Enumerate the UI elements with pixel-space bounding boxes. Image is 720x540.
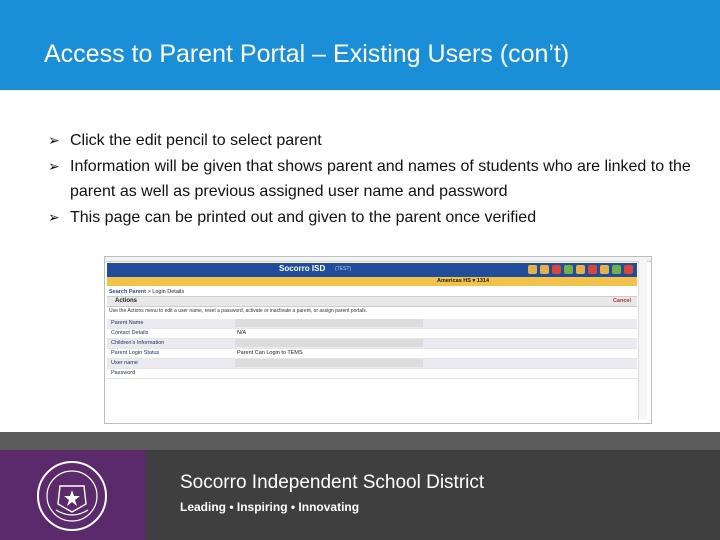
field-label: Contact Details [111,330,149,336]
slide-title-bar [0,0,720,90]
calendar-icon[interactable] [576,265,585,274]
home-icon[interactable] [528,265,537,274]
campus-selector[interactable]: Americas HS ▾ 1314 [437,278,490,284]
table-row [107,359,637,369]
campus-code: 1314 [476,278,490,284]
table-row [107,349,637,359]
slide-title: Access to Parent Portal – Existing Users (con’t) [44,40,570,68]
settings-icon[interactable] [552,265,561,274]
bullet-item [48,205,708,230]
district-tagline: Leading • Inspiring • Innovating [180,500,360,514]
bullet-text: This page can be printed out and given to the parent once verified [70,209,537,226]
field-value: Parent Can Login to TEMS [237,350,303,356]
field-label: User name [111,360,138,366]
field-label: Password [111,370,136,376]
footer [0,450,720,540]
bullet-item [48,128,708,153]
field-label: Children's Information [111,340,165,346]
footer-divider-band [0,432,720,450]
redacted-value [235,339,423,347]
field-label: Parent Login Status [111,350,160,356]
table-row [107,319,637,329]
app-header [107,263,637,277]
bullet-text: Information will be given that shows parent and names of students who are linked to the parent as well as previous assigned user name and password [70,158,691,200]
table-row [107,339,637,349]
info-message: Use the Actions menu to edit a user name, reset a password, activate or inactivate a parent, or assign parent portals. [109,308,368,314]
field-value: N/A [237,330,247,336]
arrow-bullet-icon: ➢ [48,158,60,174]
table-row [107,329,637,339]
breadcrumb-current: > Login Details [147,289,185,295]
actions-menu[interactable]: Actions [115,298,138,304]
breadcrumb [109,289,184,295]
arrow-bullet-icon: ➢ [48,209,60,225]
parent-details-table [107,319,637,379]
cancel-button[interactable]: Cancel [612,298,631,304]
embedded-screenshot [104,256,652,424]
info-icon[interactable] [612,265,621,274]
redacted-value [235,319,423,327]
scrollbar[interactable] [638,261,647,419]
app-title: Socorro ISD [279,264,326,273]
district-seal-logo [36,460,108,532]
help-icon[interactable] [564,265,573,274]
logout-icon[interactable] [624,265,633,274]
print-icon[interactable] [540,265,549,274]
table-row [107,369,637,379]
app-subtitle: (TEST) [335,266,352,272]
folder-icon[interactable] [600,265,609,274]
bullet-list [48,128,708,231]
campus-band [107,277,637,286]
logo-panel [0,450,146,540]
field-label: Parent Name [111,320,144,326]
redacted-value [235,359,423,367]
mail-icon[interactable] [588,265,597,274]
district-name: Socorro Independent School District [180,472,485,493]
arrow-bullet-icon: ➢ [48,132,60,148]
campus-name: Americas HS [437,278,471,284]
bullet-text: Click the edit pencil to select parent [70,132,322,149]
app-toolbar-icons [528,265,633,274]
bullet-item [48,154,708,204]
browser-toolbar [105,257,651,262]
actions-bar [107,296,637,307]
breadcrumb-link[interactable]: Search Parent [109,289,146,295]
